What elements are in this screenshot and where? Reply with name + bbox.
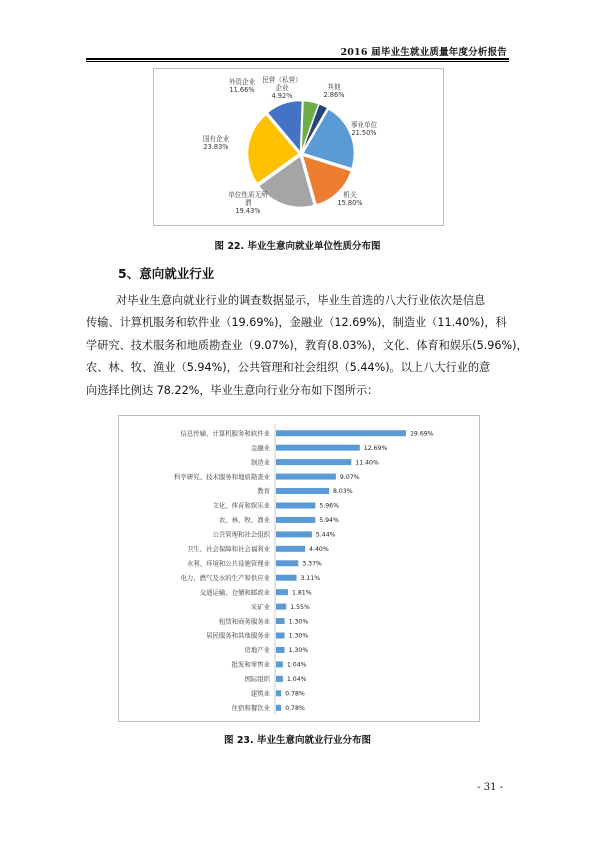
bar — [276, 589, 288, 595]
pie-slice-label: 外资企业 — [228, 78, 256, 86]
bar-value-label: 8.03% — [333, 488, 353, 496]
bar-value-label: 1.30% — [288, 632, 309, 640]
bar-value-label: 5.94% — [319, 517, 339, 525]
bar-value-label: 1.30% — [288, 618, 309, 626]
bar-chart-frame — [118, 415, 480, 722]
bar-category-label: 建筑业 — [250, 689, 270, 698]
bar-category-label: 金融业 — [250, 443, 270, 452]
bar-value-label: 1.30% — [288, 647, 309, 655]
bar-category-label: 水利、环境和公共设施管理业 — [186, 559, 270, 568]
header-rule-thin — [86, 61, 509, 62]
pie-chart-caption: 图 22. 毕业生意向就业单位性质分布图 — [214, 241, 381, 252]
bar — [276, 661, 283, 667]
bar-chart-caption: 图 23. 毕业生意向就业行业分布图 — [224, 735, 371, 746]
pie-slice-value-label: 15.80% — [337, 199, 363, 207]
pie-slice-value-label: 21.50% — [351, 129, 377, 137]
paragraph-line: 农、林、牧、渔业（5.94%)，公共管理和社会组织（5.44%)。以上八大行业的意 — [86, 361, 491, 375]
bar-value-label: 11.40% — [355, 459, 379, 467]
pie-slice-label: 民营（私营） — [262, 76, 302, 84]
pie-slice-value-label: 23.83% — [203, 143, 229, 151]
pie-slice-label: 事业单位 — [350, 121, 378, 129]
paragraph-line: 对毕业生意向就业行业的调查数据显示，毕业生首选的八大行业依次是信息 — [116, 294, 486, 307]
bar-value-label: 1.04% — [286, 661, 307, 669]
bar-category-label: 采矿业 — [250, 602, 270, 611]
bar — [276, 445, 360, 451]
bar — [276, 575, 297, 581]
bar-category-label: 交通运输、仓储和邮政业 — [199, 588, 270, 597]
bar-value-label: 1.04% — [286, 676, 307, 684]
pie-slice-label: 谓 — [244, 199, 252, 207]
bar — [276, 676, 283, 682]
bar-category-label: 电力、燃气及水的生产和供应业 — [180, 573, 270, 582]
pie-slice-label: 机关 — [343, 191, 357, 199]
bar-category-label: 卫生、社会保障和社会福利业 — [186, 545, 270, 554]
bar — [276, 546, 305, 552]
bar-value-label: 0.78% — [285, 704, 305, 712]
bar-value-label: 3.11% — [300, 574, 321, 582]
bar — [276, 502, 315, 508]
section-heading: 5、意向就业行业 — [118, 266, 215, 281]
page-number: - 31 - — [477, 782, 503, 793]
bar-value-label: 0.78% — [285, 690, 305, 698]
bar-value-label: 9.07% — [339, 473, 360, 481]
pie-slice-label: 单位性质无所 — [228, 191, 268, 199]
pie-slice-label: 企业 — [275, 84, 289, 92]
bar-category-label: 公共管理和社会组织 — [212, 530, 270, 539]
pie-slice-label: 其他 — [327, 83, 341, 91]
bar-category-label: 国际组织 — [244, 675, 270, 684]
bar-category-label: 教育 — [257, 487, 270, 496]
bar — [276, 705, 281, 711]
pie-chart — [154, 69, 443, 225]
bar — [276, 531, 312, 537]
bar-chart — [119, 416, 479, 721]
pie-slice-value-label: 2.86% — [323, 91, 345, 99]
header-rule — [86, 58, 509, 60]
bar-category-label: 租赁和商务服务业 — [218, 617, 270, 626]
pie-slice-value-label: 19.43% — [235, 207, 261, 215]
bar — [276, 618, 285, 624]
bar — [276, 690, 281, 696]
bar — [276, 488, 329, 494]
bar-category-label: 制造业 — [250, 458, 270, 467]
bar-value-label: 12.69% — [363, 444, 388, 452]
pie-chart-frame — [153, 68, 444, 226]
bar — [276, 430, 406, 436]
pie-slice-label: 国有企业 — [202, 135, 230, 143]
bar-category-label: 文化、体育和娱乐业 — [212, 501, 270, 510]
pie-slice-value-label: 4.92% — [271, 92, 293, 100]
bar-category-label: 住宿和餐饮业 — [231, 703, 270, 712]
bar-value-label: 5.96% — [319, 502, 340, 510]
bar-value-label: 3.37% — [302, 560, 322, 568]
bar-category-label: 信息传输、计算机服务和软件业 — [180, 429, 270, 438]
bar-category-label: 农、林、牧、渔业 — [218, 516, 270, 525]
paragraph-line: 传输、计算机服务和软件业（19.69%)，金融业（12.69%)，制造业（11.40%)，科 — [86, 316, 507, 330]
bar — [276, 560, 298, 566]
bar — [276, 474, 336, 480]
bar-value-label: 1.81% — [291, 589, 312, 597]
pie-slice-value-label: 11.66% — [229, 86, 255, 94]
bar-category-label: 房地产业 — [244, 646, 270, 655]
bar — [276, 633, 285, 639]
section-paragraph — [86, 290, 528, 402]
bar-category-label: 居民服务和其他服务业 — [206, 631, 270, 640]
bar — [276, 459, 351, 465]
paragraph-line: 向选择比例达 78.22%，毕业生意向行业分布如下图所示： — [86, 383, 379, 397]
page-header-title: 2016 届毕业生就业质量年度分析报告 — [340, 47, 507, 58]
bar-value-label: 19.69% — [410, 430, 434, 438]
bar — [276, 604, 286, 610]
paragraph-line: 学研究、技术服务和地质勘查业（9.07%)，教育(8.03%)，文化、体育和娱乐(5.96%)， — [86, 338, 528, 352]
bar-value-label: 4.40% — [309, 546, 329, 554]
bar-category-label: 批发和零售业 — [231, 660, 270, 669]
bar-value-label: 1.55% — [290, 603, 310, 611]
bar — [276, 517, 315, 523]
bar — [276, 647, 285, 653]
bar-category-label: 科学研究、技术服务和地质勘查业 — [174, 472, 270, 481]
bar-value-label: 5.44% — [315, 531, 336, 539]
